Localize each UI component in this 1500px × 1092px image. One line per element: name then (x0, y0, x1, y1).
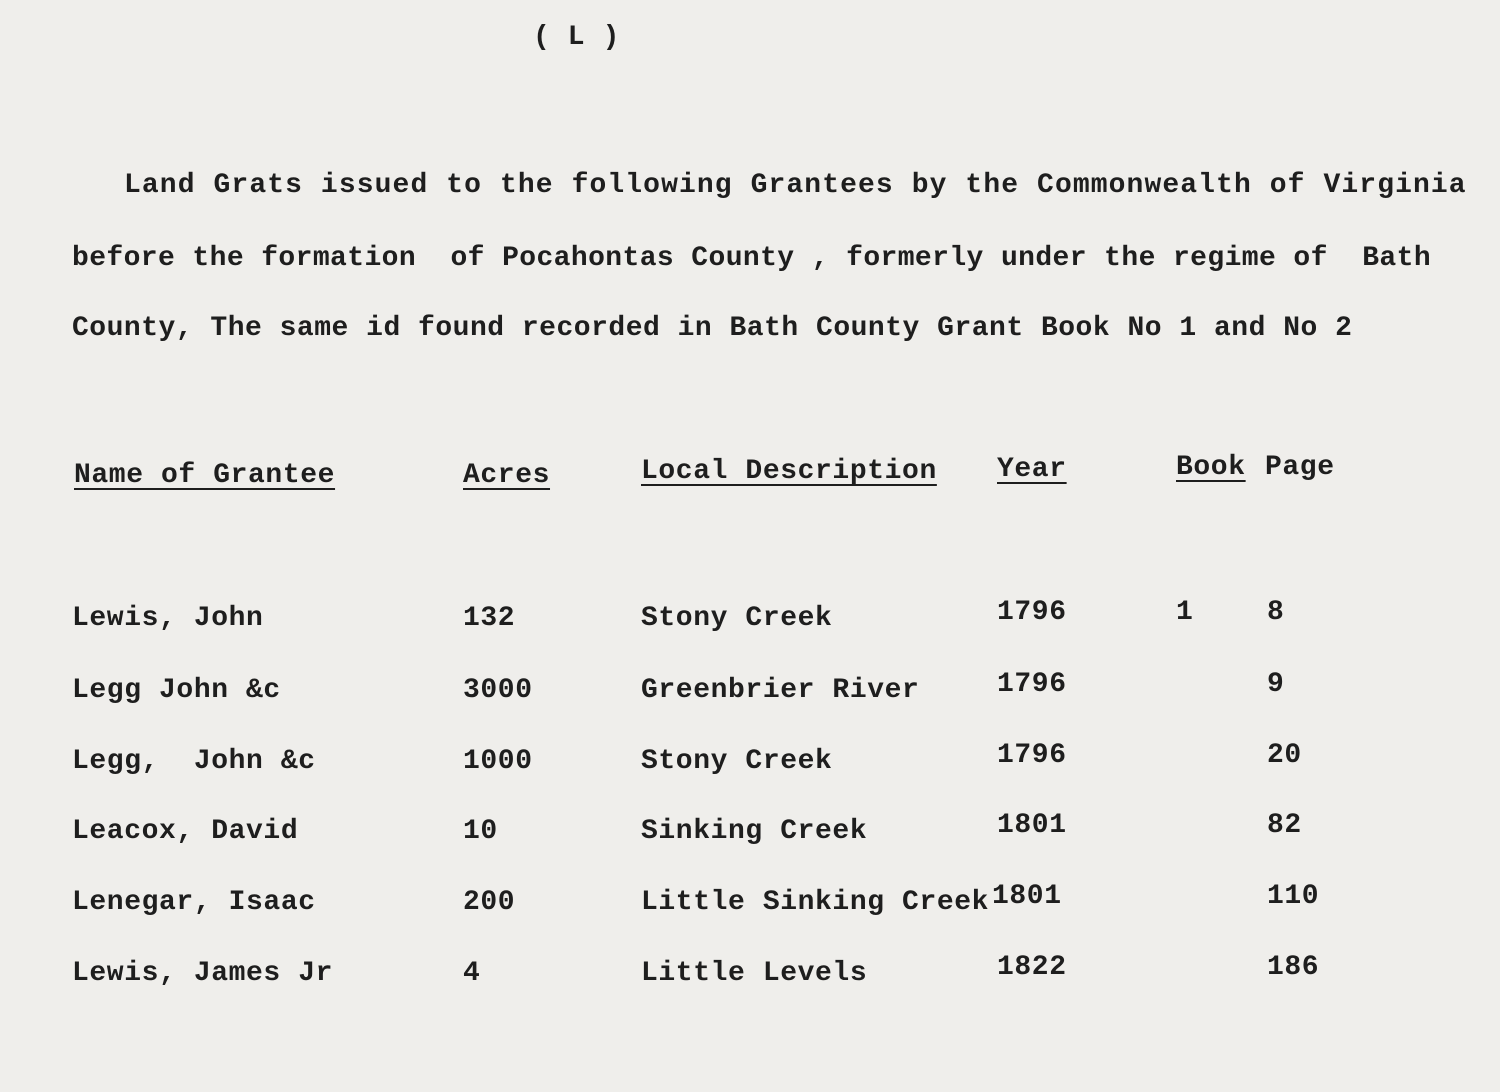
header-acres: Acres (463, 460, 551, 491)
cell-description: Little Levels (641, 958, 868, 989)
cell-page: 9 (1267, 669, 1285, 700)
cell-page: 82 (1267, 810, 1302, 841)
cell-name: Lenegar, Isaac (72, 887, 316, 918)
cell-acres: 132 (463, 603, 516, 634)
cell-description: Stony Creek (641, 746, 833, 777)
cell-description: Little Sinking Creek (641, 887, 990, 918)
cell-name: Lewis, John (72, 603, 264, 634)
page-marker: ( L ) (533, 22, 621, 53)
intro-line-2: before the formation of Pocahontas County , formerly under the regime of Bath (72, 243, 1432, 274)
cell-year: 1796 (997, 669, 1067, 700)
cell-name: Legg John &c (72, 675, 281, 706)
cell-acres: 3000 (463, 675, 533, 706)
cell-year: 1796 (997, 740, 1067, 771)
cell-description: Greenbrier River (641, 675, 920, 706)
cell-name: Legg, John &c (72, 746, 316, 777)
cell-description: Stony Creek (641, 603, 833, 634)
cell-year: 1822 (997, 952, 1067, 983)
cell-description: Sinking Creek (641, 816, 868, 847)
header-year: Year (997, 454, 1067, 485)
header-name: Name of Grantee (74, 460, 336, 491)
cell-page: 8 (1267, 597, 1285, 628)
cell-page: 20 (1267, 740, 1302, 771)
cell-acres: 4 (463, 958, 481, 989)
intro-line-3: County, The same id found recorded in Bath County Grant Book No 1 and No 2 (72, 313, 1353, 344)
header-book: Book (1176, 452, 1246, 483)
cell-page: 110 (1267, 881, 1320, 912)
cell-acres: 1000 (463, 746, 533, 777)
cell-year: 1801 (992, 881, 1062, 912)
header-page: Page (1265, 452, 1335, 483)
cell-year: 1801 (997, 810, 1067, 841)
cell-year: 1796 (997, 597, 1067, 628)
cell-page: 186 (1267, 952, 1320, 983)
intro-line-1: Land Grats issued to the following Grantees by the Commonwealth of Virginia (124, 170, 1467, 201)
header-description: Local Description (641, 456, 937, 487)
cell-name: Leacox, David (72, 816, 299, 847)
cell-acres: 10 (463, 816, 498, 847)
cell-acres: 200 (463, 887, 516, 918)
cell-name: Lewis, James Jr (72, 958, 334, 989)
cell-book: 1 (1176, 597, 1194, 628)
